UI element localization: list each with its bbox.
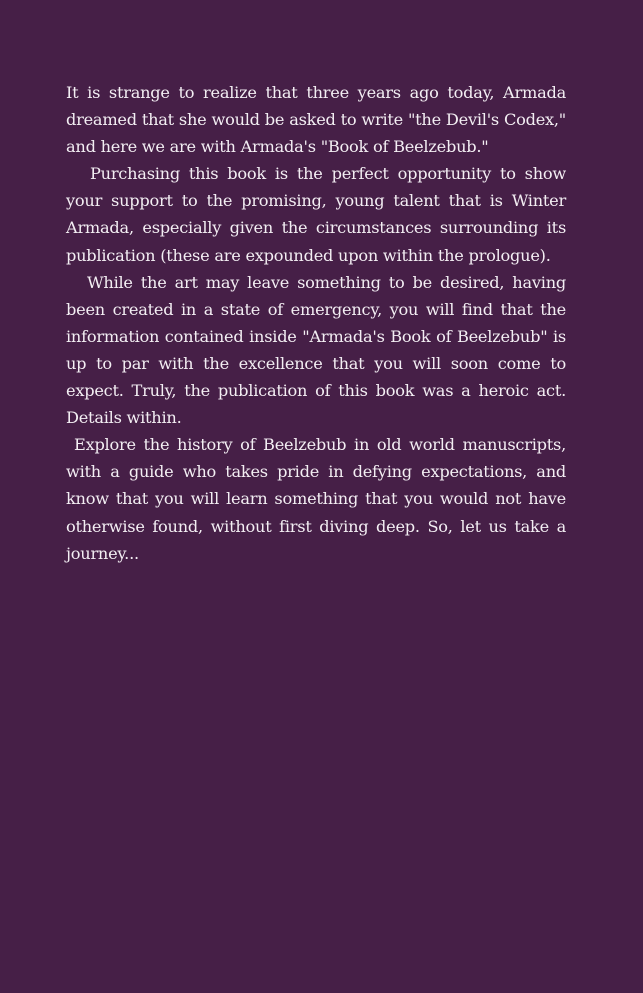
paragraph-intro: It is strange to realize that three years ago today, Armada dreamed that she would be asked to write "the Devil's Codex," and here we are with Armada's "Book of Beelzebub." <box>66 83 566 157</box>
back-cover-text <box>66 79 566 567</box>
paragraph-support: Purchasing this book is the perfect opportunity to show your support to the promising, young talent that is Winter Armada, especially given the circumstances surrounding its publication (these are expounded upon within the prologue). <box>66 164 566 265</box>
paragraph-explore: Explore the history of Beelzebub in old world manuscripts, with a guide who takes pride in defying expectations, and know that you will learn something that you would not have otherwise found, without first diving deep. So, let us take a journey... <box>66 435 566 563</box>
paragraph-art: While the art may leave something to be desired, having been created in a state of emergency, you will find that the information contained inside "Armada's Book of Beelzebub" is up to par with the excellence that you will soon come to expect. Truly, the publication of this book was a heroic act. Details within. <box>66 272 566 428</box>
